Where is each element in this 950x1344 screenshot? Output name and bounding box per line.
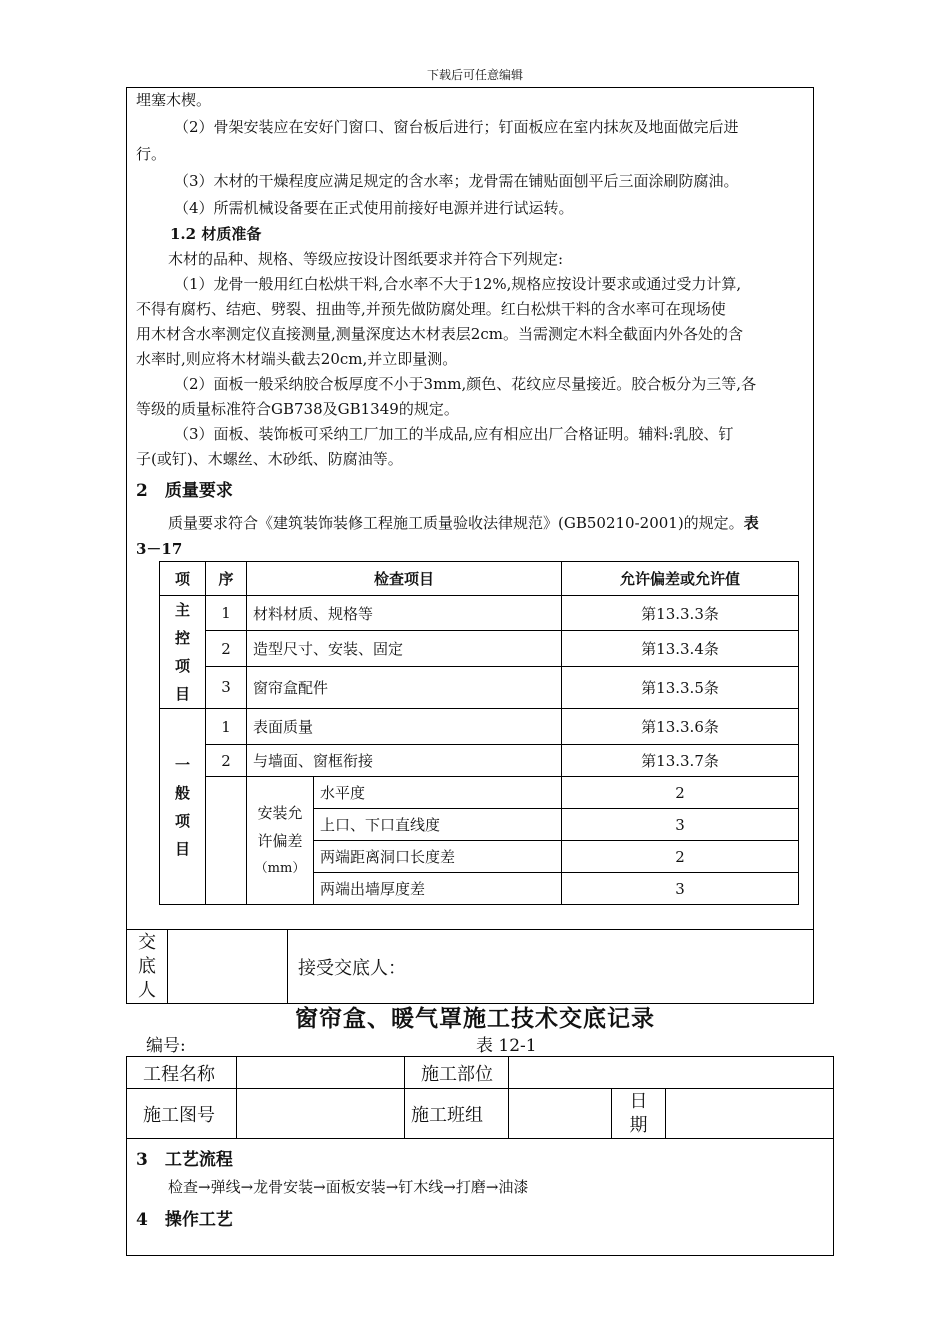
deviation-item: 两端出墙厚度差	[314, 873, 562, 905]
deviation-item: 上口、下口直线度	[314, 809, 562, 841]
paragraph-line: （1）龙骨一般用红白松烘干料,合水率不大于12%,规格应按设计要求或通过受力计算,	[174, 275, 742, 293]
deviation-value: 3	[562, 873, 799, 905]
row-no: 1	[206, 709, 247, 745]
row-value: 第13.3.7条	[562, 745, 799, 777]
section-heading: 2 质量要求	[136, 481, 233, 501]
drawing-no-label: 施工图号	[127, 1089, 237, 1139]
project-name-label: 工程名称	[127, 1057, 237, 1089]
form-number: 表 12-1	[476, 1036, 537, 1056]
team-field[interactable]	[509, 1089, 612, 1139]
date-char: 日	[629, 1090, 648, 1112]
row-no: 2	[206, 745, 247, 777]
row-no: 2	[206, 631, 247, 666]
row-item: 表面质量	[247, 709, 562, 745]
header-allowance: 允许偏差或允许值	[562, 562, 799, 596]
header-note: 下载后可任意编辑	[426, 68, 523, 82]
row-item: 材料材质、规格等	[247, 596, 562, 631]
paragraph-line: （4）所需机械设备要在正式使用前接好电源并进行试运转。	[174, 199, 574, 217]
paragraph-line: （3）面板、装饰板可采纳工厂加工的半成品,应有相应出厂合格证明。辅料:乳胶、钉	[174, 425, 734, 443]
handover-char: 人	[138, 979, 156, 1001]
handover-label	[127, 930, 168, 1004]
deviation-label-line: 安装允	[257, 803, 303, 822]
row-value: 第13.3.4条	[562, 631, 799, 666]
main-control-group	[160, 596, 206, 709]
form-title: 窗帘盒、暖气罩施工技术交底记录	[295, 1005, 655, 1032]
header-check-item: 检查项目	[247, 562, 562, 596]
group-char: 般	[174, 783, 190, 802]
row-item: 与墙面、窗框衔接	[247, 745, 562, 777]
table-ref-number: 3－17	[136, 540, 183, 558]
quality-text	[168, 510, 759, 537]
handover-char: 交	[138, 931, 156, 953]
row-no: 3	[206, 666, 247, 708]
quality-text-body: 质量要求符合《建筑装饰装修工程施工质量验收法律规范》(GB50210-2001)的规定。	[168, 514, 744, 532]
row-item: 造型尺寸、安装、固定	[247, 631, 562, 666]
row-item: 窗帘盒配件	[247, 666, 562, 708]
deviation-item: 两端距离洞口长度差	[314, 841, 562, 873]
header-item: 项	[160, 562, 206, 596]
section-heading: 3 工艺流程	[136, 1150, 233, 1170]
serial-label: 编号:	[146, 1036, 186, 1056]
paragraph-line: 子(或钉)、木螺丝、木砂纸、防腐油等。	[136, 450, 403, 468]
paragraph-line: （3）木材的干燥程度应满足规定的含水率；龙骨需在铺贴面刨平后三面涂刷防腐油。	[174, 172, 739, 190]
deviation-value: 2	[562, 841, 799, 873]
deviation-item: 水平度	[314, 777, 562, 809]
drawing-no-field[interactable]	[237, 1089, 405, 1139]
handover-signature-field[interactable]	[168, 930, 288, 1004]
receiver-label: 接受交底人：	[288, 930, 814, 1004]
subsection-heading: 1.2 材质准备	[170, 225, 262, 243]
row-value: 第13.3.5条	[562, 666, 799, 708]
deviation-value: 3	[562, 809, 799, 841]
date-char: 期	[629, 1114, 648, 1136]
deviation-value: 2	[562, 777, 799, 809]
paragraph-line: （2）骨架安装应在安好门窗口、窗台板后进行；钉面板应在室内抹灰及地面做完后进	[174, 118, 739, 136]
header-no: 序	[206, 562, 247, 596]
handover-char: 底	[138, 955, 156, 977]
paragraph-line: 用木材含水率测定仪直接测量,测量深度达木材表层2cm。当需测定木料全截面内外各处的含	[136, 325, 743, 343]
deviation-label-line: 许偏差	[257, 831, 303, 850]
group-char: 项	[174, 811, 190, 830]
info-table	[126, 1056, 834, 1139]
deviation-label	[247, 777, 314, 905]
date-field[interactable]	[666, 1089, 834, 1139]
handover-table	[126, 929, 814, 1004]
group-char: 主	[174, 601, 190, 619]
group-char: 一	[174, 755, 190, 774]
project-name-field[interactable]	[237, 1057, 405, 1089]
row-value: 第13.3.3条	[562, 596, 799, 631]
paragraph-line: 不得有腐朽、结疤、劈裂、扭曲等,并预先做防腐处理。红白松烘干料的含水率可在现场使	[136, 300, 726, 318]
process-flow: 检查→弹线→龙骨安装→面板安装→钉木线→打磨→油漆	[168, 1178, 529, 1196]
group-char: 目	[174, 839, 190, 858]
table-ref: 表	[743, 514, 759, 532]
general-group	[160, 709, 206, 905]
row-no: 1	[206, 596, 247, 631]
paragraph-line: 等级的质量标准符合GB738及GB1349的规定。	[136, 400, 459, 418]
group-char: 项	[174, 657, 190, 675]
paragraph-line: 行。	[136, 145, 167, 163]
paragraph-line: （2）面板一般采纳胶合板厚度不小于3mm,颜色、花纹应尽量接近。胶合板分为三等,各	[174, 375, 757, 393]
location-label: 施工部位	[405, 1057, 509, 1089]
group-char: 控	[174, 629, 190, 647]
date-label	[612, 1089, 666, 1139]
location-field[interactable]	[509, 1057, 834, 1089]
row-value: 第13.3.6条	[562, 709, 799, 745]
paragraph-line: 木材的品种、规格、等级应按设计图纸要求并符合下列规定:	[168, 250, 564, 268]
paragraph-line: 埋塞木楔。	[136, 91, 212, 109]
team-label: 施工班组	[405, 1089, 509, 1139]
paragraph-line: 水率时,则应将木材端头截去20cm,并立即量测。	[136, 350, 458, 368]
deviation-blank	[206, 777, 247, 905]
group-char: 目	[174, 685, 190, 703]
section-heading: 4 操作工艺	[136, 1210, 233, 1230]
quality-table	[159, 561, 799, 905]
deviation-label-line: （mm）	[254, 860, 306, 876]
